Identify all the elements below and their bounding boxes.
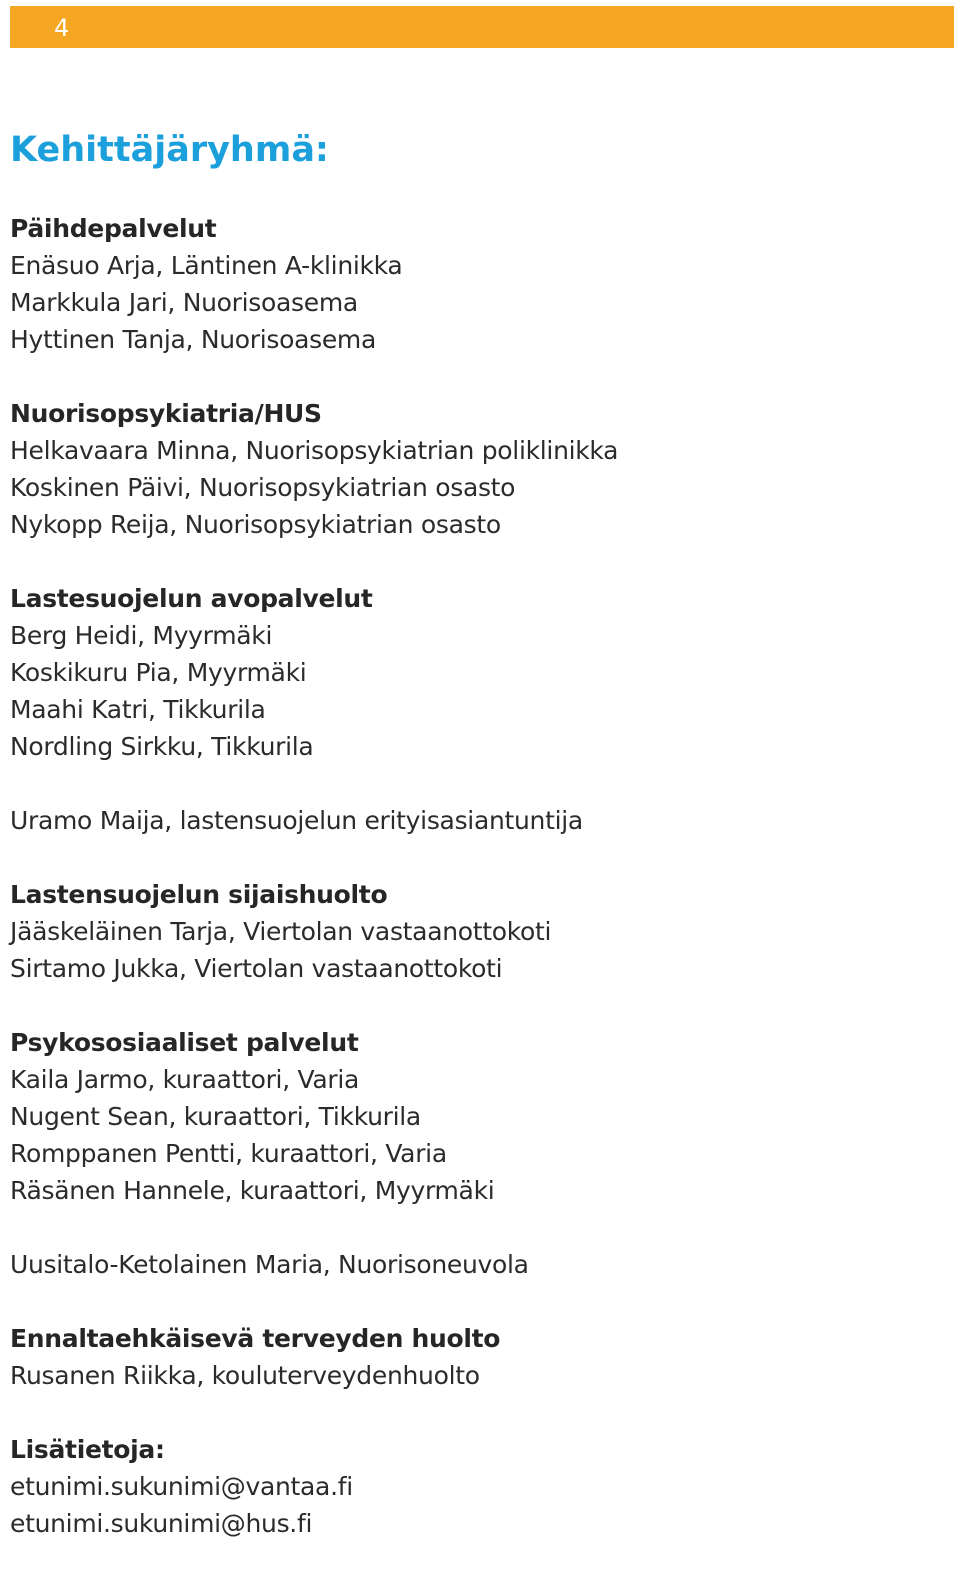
contact-email: etunimi.sukunimi@vantaa.fi [10, 1472, 353, 1501]
member-entry: Uramo Maija, lastensuojelun erityisasiantuntija [10, 806, 583, 835]
section-heading: Ennaltaehkäisevä terveyden huolto [10, 1324, 501, 1353]
member-entry: Hyttinen Tanja, Nuorisoasema [10, 325, 377, 354]
member-entry: Nordling Sirkku, Tikkurila [10, 732, 314, 761]
section-terveyden-huolto [10, 1320, 940, 1394]
page-title: Kehittäjäryhmä: [10, 130, 329, 170]
member-entry: Nugent Sean, kuraattori, Tikkurila [10, 1102, 421, 1131]
member-entry: Räsänen Hannele, kuraattori, Myyrmäki [10, 1176, 495, 1205]
member-entry: Romppanen Pentti, kuraattori, Varia [10, 1139, 447, 1168]
member-entry: Markkula Jari, Nuorisoasema [10, 288, 358, 317]
section-sijaishuolto [10, 876, 940, 987]
section-heading: Lastesuojelun avopalvelut [10, 584, 373, 613]
section-lastesuojelun-avopalvelut [10, 580, 940, 765]
member-entry: Jääskeläinen Tarja, Viertolan vastaanottokoti [10, 917, 552, 946]
member-entry: Maahi Katri, Tikkurila [10, 695, 266, 724]
member-entry: Enäsuo Arja, Läntinen A-klinikka [10, 251, 403, 280]
page-number: 4 [54, 14, 70, 42]
section-lisatietoja [10, 1431, 940, 1542]
contact-email: etunimi.sukunimi@hus.fi [10, 1509, 313, 1538]
member-entry: Nykopp Reija, Nuorisopsykiatrian osasto [10, 510, 501, 539]
member-entry: Sirtamo Jukka, Viertolan vastaanottokoti [10, 954, 503, 983]
section-heading: Psykososiaaliset palvelut [10, 1028, 359, 1057]
page-header-bar [10, 6, 954, 48]
member-entry: Kaila Jarmo, kuraattori, Varia [10, 1065, 360, 1094]
member-list [10, 210, 940, 1579]
section-heading: Lastensuojelun sijaishuolto [10, 880, 388, 909]
member-entry: Berg Heidi, Myyrmäki [10, 621, 273, 650]
section-nuorisopsykiatria [10, 395, 940, 543]
member-entry: Uusitalo-Ketolainen Maria, Nuorisoneuvola [10, 1250, 529, 1279]
section-heading: Nuorisopsykiatria/HUS [10, 399, 322, 428]
section-erityisasiantuntija [10, 802, 940, 839]
section-psykososiaaliset-palvelut [10, 1024, 940, 1209]
member-entry: Rusanen Riikka, kouluterveydenhuolto [10, 1361, 480, 1390]
section-paihdepalvelut [10, 210, 940, 358]
member-entry: Koskikuru Pia, Myyrmäki [10, 658, 307, 687]
member-entry: Koskinen Päivi, Nuorisopsykiatrian osasto [10, 473, 516, 502]
section-nuorisoneuvola [10, 1246, 940, 1283]
section-heading: Lisätietoja: [10, 1435, 165, 1464]
section-heading: Päihdepalvelut [10, 214, 217, 243]
member-entry: Helkavaara Minna, Nuorisopsykiatrian poliklinikka [10, 436, 619, 465]
